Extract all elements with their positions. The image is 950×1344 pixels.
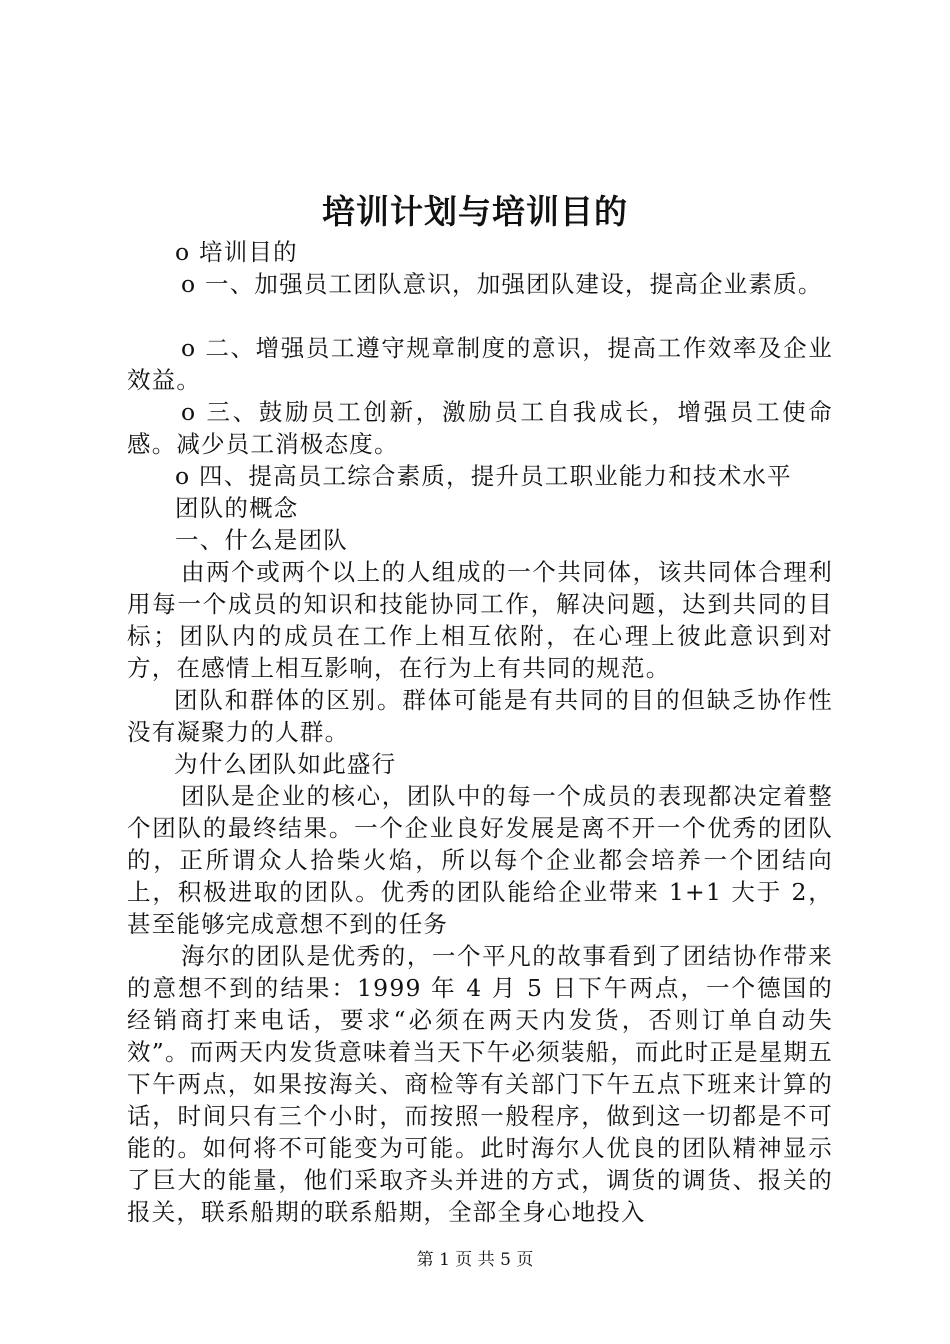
- subheading-what-is-team: 一、什么是团队: [175, 526, 348, 554]
- goal-item-1: o 一、加强员工团队意识，加强团队建设，提高企业素质。: [181, 270, 823, 298]
- section-heading-team-concept: 团队的概念: [175, 494, 299, 522]
- goal-item-2: o 二、增强员工遵守规章制度的意识，提高工作效率及企业效益。: [127, 334, 833, 394]
- document-body: [127, 236, 833, 1228]
- paragraph-team-vs-group: 团队和群体的区别。群体可能是有共同的目的但缺乏协作性没有凝聚力的人群。: [127, 686, 833, 746]
- section-heading-training-goal: o 培训目的: [175, 238, 298, 266]
- document-title: 培训计划与培训目的: [322, 192, 628, 231]
- paragraph-team-definition: 由两个或两个以上的人组成的一个共同体，该共同体合理利用每一个成员的知识和技能协同工作，解决问题，达到共同的目标；团队内的成员在工作上相互依附，在心理上彼此意识到对方，在感情上相互影响，在行为上有共同的规范。: [127, 558, 833, 682]
- paragraph-haier-story: 海尔的团队是优秀的，一个平凡的故事看到了团结协作带来的意想不到的结果：1999 年 4 月 5 日下午两点，一个德国的经销商打来电话，要求“必须在两天内发货，否则订单自动失效”。而两天内发货意味着当天下午必须装船，而此时正是星期五下午两点，如果按海关、商检等有关部门下午五点下班来计算的话，时间只有三个小时，而按照一般程序，做到这一切都是不可能的。如何将不可能变为可能。此时海尔人优良的团队精神显示了巨大的能量，他们采取齐头并进的方式，调货的调货、报关的报关，联系船期的联系船期，全部全身心地投入: [127, 942, 833, 1226]
- paragraph-team-core: 团队是企业的核心，团队中的每一个成员的表现都决定着整个团队的最终结果。一个企业良好发展是离不开一个优秀的团队的，正所谓众人拾柴火焰，所以每个企业都会培养一个团结向上，积极进取的团队。优秀的团队能给企业带来 1+1 大于 2，甚至能够完成意想不到的任务: [127, 782, 833, 938]
- subheading-why-teams-popular: 为什么团队如此盛行: [174, 750, 397, 778]
- blank-line: [127, 300, 833, 332]
- goal-item-3: o 三、鼓励员工创新，激励员工自我成长，增强员工使命感。减少员工消极态度。: [127, 398, 833, 458]
- goal-item-4: o 四、提高员工综合素质，提升员工职业能力和技术水平: [175, 462, 792, 490]
- page-footer: 第 1 页 共 5 页: [416, 1250, 534, 1270]
